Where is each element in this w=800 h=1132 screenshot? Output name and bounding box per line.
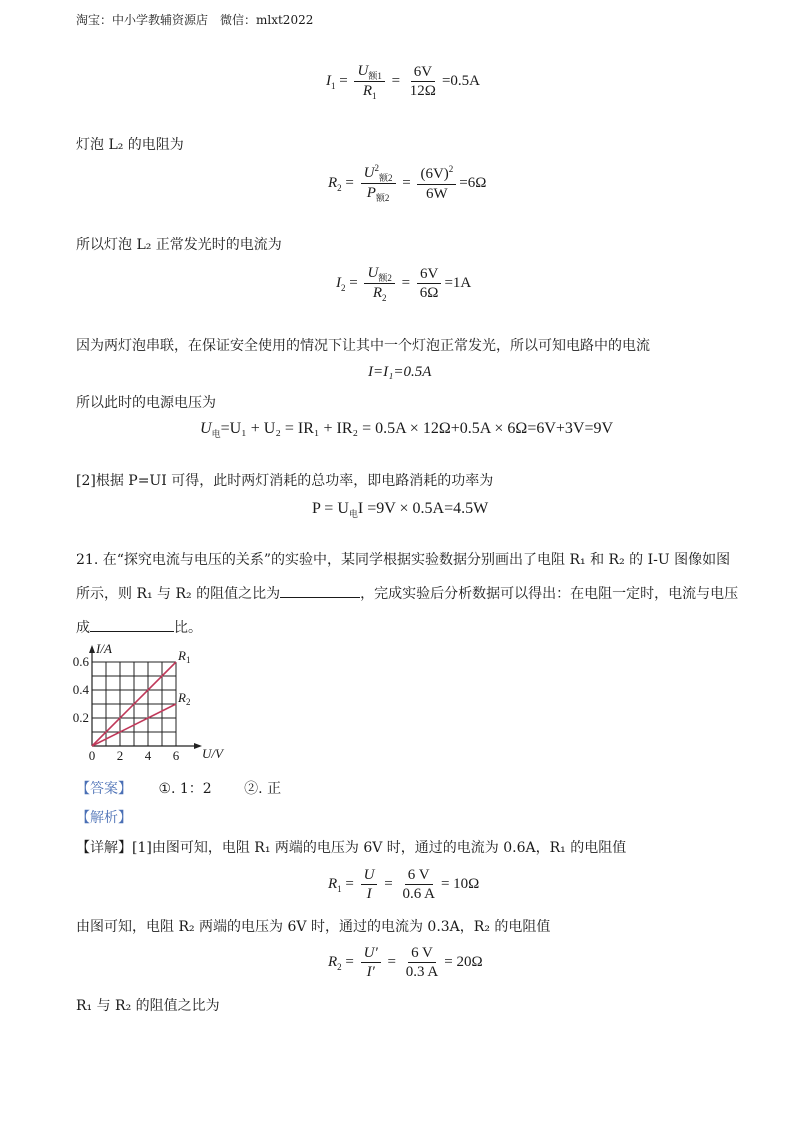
text-ratio: R₁ 与 R₂ 的阻值之比为: [76, 998, 220, 1014]
text-power-intro: [2]根据 P=UI 可得，此时两灯消耗的总功率，即电路消耗的功率为: [76, 473, 494, 489]
equation-i2: $I_2$ = $\frac{U_{额2}}{R_2}$ = $\frac{6V}{6\Omega}$ =1A: [336, 265, 472, 303]
text-detail: 【详解】[1]由图可知，电阻 R₁ 两端的电压为 6V 时，通过的电流为 0.6A，R₁ 的电阻值: [76, 840, 627, 856]
text-source-voltage: 所以此时的电源电压为: [76, 395, 216, 411]
answer-blank-1[interactable]: [280, 583, 360, 598]
equation-source-voltage: $U_电=U_1 + U_2 = IR_1 + IR_2 = 0.5A \times 12\Omega+0.5A \times 6\Omega=6V+3V=9V$: [200, 420, 614, 439]
equation-r1-value: $R_1$ = $\frac{U}{I}$ = $\frac{6 V}{0.6 A}$ = 10Ω: [328, 867, 480, 902]
x-tick-label: 6: [172, 748, 180, 763]
y-axis-arrow: [89, 645, 95, 653]
x-tick-label: 0: [88, 748, 96, 763]
answer-2: ②. 正: [244, 781, 282, 797]
question-21-line2: 所示，则 R₁ 与 R₂ 的阻值之比为 ，完成实验后分析数据可以得出：在电阻一定时，电流与电压: [76, 583, 738, 604]
x-tick-label: 2: [116, 748, 124, 763]
analysis-tag: 【解析】: [76, 810, 132, 826]
equation-power: $P = U_电I =9V \times 0.5A=4.5W$: [312, 500, 489, 519]
question-21-line1: 21. 在“探究电流与电压的关系”的实验中，某同学根据实验数据分别画出了电阻 R₁ 和 R₂ 的 I-U 图像如图: [76, 552, 731, 568]
text-series-explanation: 因为两灯泡串联，在保证安全使用的情况下让其中一个灯泡正常发光，所以可知电路中的电流: [76, 338, 650, 354]
x-axis-label: U/V: [202, 746, 223, 761]
x-axis-arrow: [194, 743, 202, 749]
equation-r2-value: $R_2$ = $\frac{U'}{I'}$ = $\frac{6 V}{0.3 A}$ = 20Ω: [328, 945, 483, 980]
question-21-line3: 成 比。: [76, 617, 202, 638]
answer-line: [76, 779, 281, 799]
x-tick-label: 4: [144, 748, 152, 763]
answer-blank-2[interactable]: [90, 617, 174, 632]
series-label-r1: $R_1$: [178, 648, 191, 665]
answer-tag: 【答案】: [76, 781, 132, 797]
y-tick-label: 0.4: [72, 682, 89, 697]
text-r2-intro: 由图可知，电阻 R₂ 两端的电压为 6V 时，通过的电流为 0.3A，R₂ 的电阻值: [76, 919, 551, 935]
equation-current: I=I₁=0.5A: [368, 364, 432, 380]
equation-i1: $I_1$ = $\frac{U_{额1}}{R_1}$ = $\frac{6V}{12\Omega}$ =0.5A: [326, 63, 480, 101]
page-header: 淘宝：中小学教辅资源店 微信：mlxt2022: [76, 13, 314, 27]
series-label-r2: $R_2$: [178, 690, 191, 707]
equation-r2: $R_2$ = $\frac{U^2_{额2}}{P_{额2}}$ = $\frac{(6V)^2}{6W}$ =6Ω: [328, 163, 487, 203]
answer-1: ①. 1：2: [158, 781, 212, 797]
text-bulb2-current: 所以灯泡 L₂ 正常发光时的电流为: [76, 237, 282, 253]
y-axis-label: I/A: [96, 641, 112, 656]
y-tick-label: 0.6: [72, 654, 89, 669]
y-tick-label: 0.2: [72, 710, 89, 725]
i-u-chart: [60, 640, 230, 770]
text-bulb2-resistance: 灯泡 L₂ 的电阻为: [76, 137, 184, 153]
